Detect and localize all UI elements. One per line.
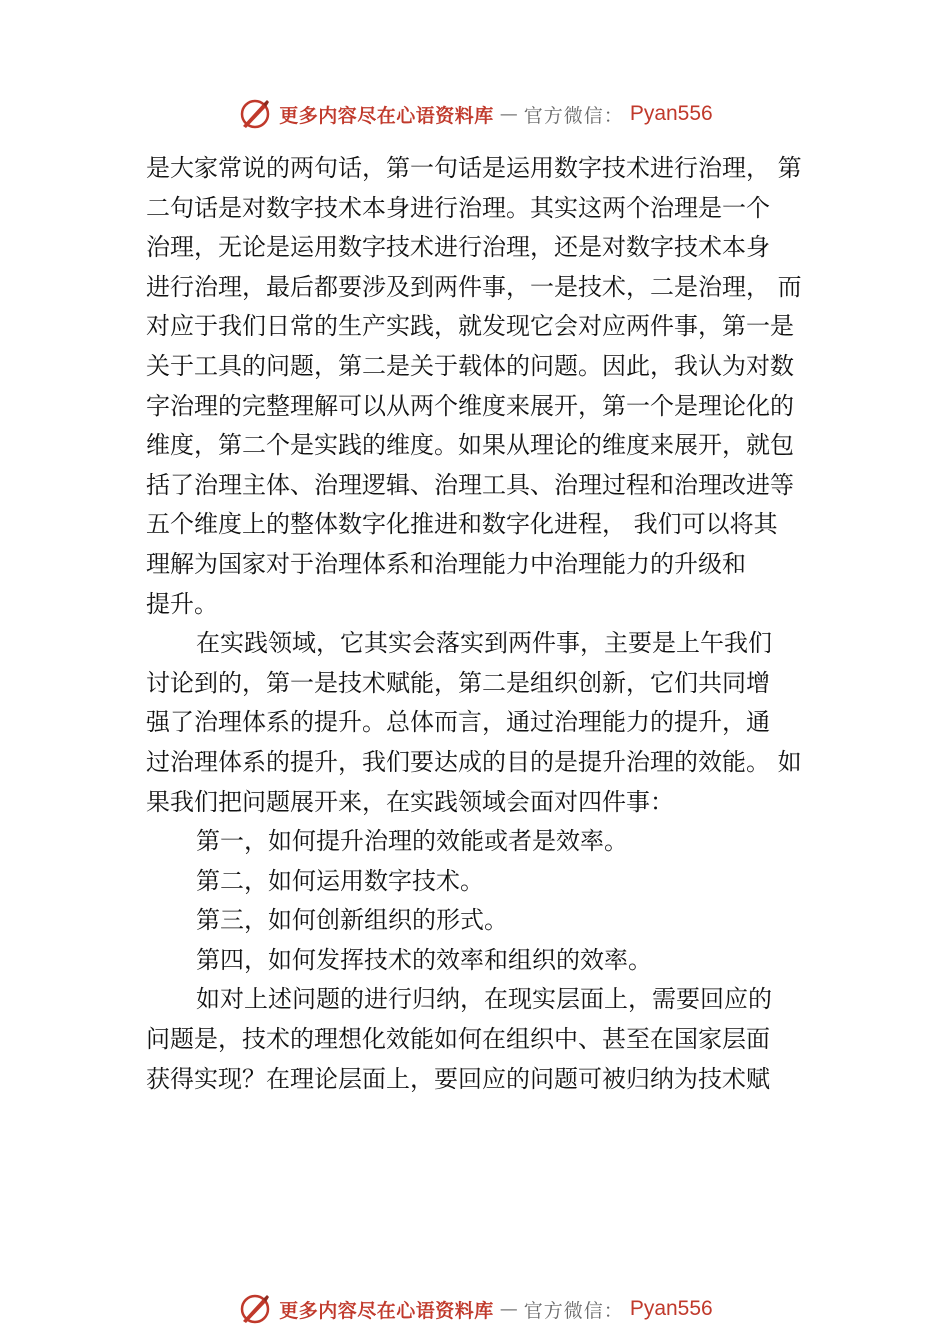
footer-banner (0, 1289, 950, 1329)
text-line: 如对上述问题的进行归纳，在现实层面上，需要回应的 (196, 985, 772, 1014)
document-body (146, 149, 826, 1099)
text-line: 第二，如何运用数字技术。 (196, 866, 484, 895)
footer-dash: — (499, 1298, 518, 1320)
text-line: 第三，如何创新组织的形式。 (196, 906, 508, 935)
text-line: 关于工具的问题，第二是关于载体的问题。因此，我认为对数 (146, 351, 794, 380)
text-line: 在实践领域，它其实会落实到两件事，主要是上午我们 (196, 629, 772, 658)
footer-wechat-id: Pyan556 (629, 1297, 713, 1320)
text-line: 问题是，技术的理想化效能如何在组织中、甚至在国家层面 (146, 1025, 770, 1054)
header-banner (0, 94, 950, 134)
text-line: 获得实现？在理论层面上，要回应的问题可被归纳为技术赋 (146, 1064, 770, 1093)
text-line: 字治理的完整理解可以从两个维度来展开，第一个是理论化的 (146, 391, 794, 420)
text-line: 是大家常说的两句话，第一句话是运用数字技术进行治理， 第 (146, 154, 802, 182)
text-line: 进行治理，最后都要涉及到两件事，一是技术，二是治理， 而 (146, 272, 802, 301)
text-line: 第四，如何发挥技术的效率和组织的效率。 (196, 945, 652, 974)
footer-brand-text: 更多内容尽在心语资料库 (279, 1299, 494, 1322)
text-line: 提升。 (146, 589, 218, 618)
text-line: 强了治理体系的提升。总体而言，通过治理能力的提升，通 (146, 708, 770, 737)
text-line: 二句话是对数字技术本身进行治理。其实这两个治理是一个 (146, 193, 770, 222)
text-line: 过治理体系的提升，我们要达成的目的是提升治理的效能。 如 (146, 747, 802, 776)
text-line: 维度，第二个是实践的维度。如果从理论的维度来展开，就包 (146, 431, 794, 460)
text-line: 括了治理主体、治理逻辑、治理工具、治理过程和治理改进等 (146, 470, 794, 499)
pen-logo-icon (237, 1291, 273, 1327)
pen-logo-icon (237, 96, 273, 132)
text-line: 理解为国家对于治理体系和治理能力中治理能力的升级和 (146, 549, 746, 578)
header-wechat-id: Pyan556 (629, 102, 713, 125)
header-dash: — (499, 103, 518, 125)
text-line: 五个维度上的整体数字化推进和数字化进程， 我们可以将其 (146, 510, 778, 539)
text-line: 治理，无论是运用数字技术进行治理，还是对数字技术本身 (146, 233, 770, 262)
header-official-label: 官方微信： (523, 104, 624, 127)
text-line: 第一，如何提升治理的效能或者是效率。 (196, 827, 628, 856)
text-line: 讨论到的，第一是技术赋能，第二是组织创新，它们共同增 (146, 668, 770, 697)
footer-official-label: 官方微信： (523, 1299, 624, 1322)
text-line: 果我们把问题展开来，在实践领域会面对四件事： (146, 787, 674, 816)
text-line: 对应于我们日常的生产实践，就发现它会对应两件事，第一是 (146, 312, 794, 341)
header-brand-text: 更多内容尽在心语资料库 (279, 104, 494, 127)
